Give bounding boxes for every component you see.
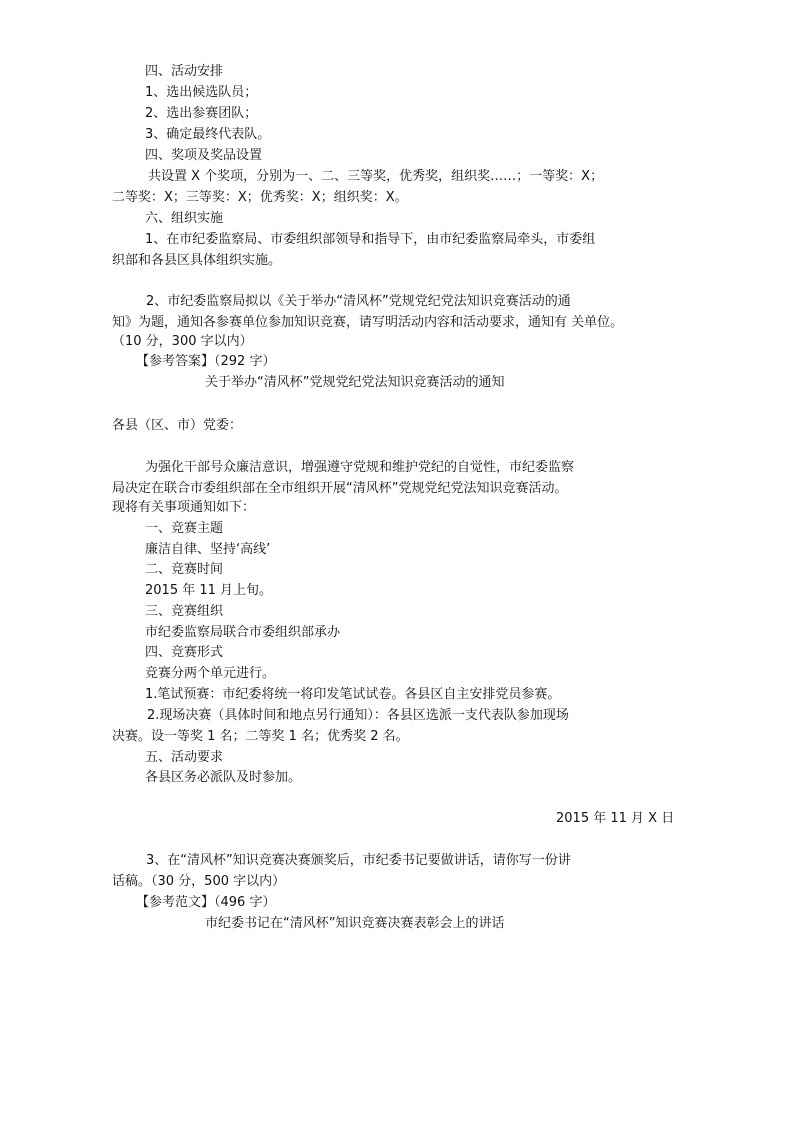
arrangement-item-3: 3、确定最终代表队。 <box>145 127 271 142</box>
question-2-line-1: 2、市纪委监察局拟以《关于举办“清风杯”党规党纪党法知识竞赛活动的通 <box>146 294 571 309</box>
section-heading-implementation: 六、组织实施 <box>145 211 224 226</box>
arrangement-item-2: 2、选出参赛团队； <box>145 106 258 121</box>
notice-intro-line-3: 现将有关事项通知如下： <box>112 500 256 515</box>
form-item-2-line-1: 2.现场决赛（具体时间和地点另行通知）：各县区选派一支代表队参加现场 <box>147 708 569 723</box>
awards-line-2: 二等奖：X；三等奖：X；优秀奖：X；组织奖：X。 <box>112 190 408 205</box>
form-intro: 竞赛分两个单元进行。 <box>145 666 276 681</box>
notice-intro-line-1: 为强化干部号众廉洁意识，增强遵守党规和维护党纪的自觉性，市纪委监察 <box>145 460 575 475</box>
question-2-line-3: （10 分，300 字以内） <box>112 334 253 349</box>
implementation-line-1: 1、在市纪委监察局、市委组织部领导和指导下，由市纪委监察局牵头，市委组 <box>145 232 596 247</box>
requirement-text: 各县区务必派队及时参加。 <box>145 770 302 785</box>
question-3-line-2: 话稿。（30 分，500 字以内） <box>112 874 286 889</box>
question-3-answer-label: 【参考范文】（496 字） <box>136 895 276 910</box>
form-item-2-line-2: 决赛。设一等奖 1 名；二等奖 1 名；优秀奖 2 名。 <box>112 729 409 744</box>
form-item-1: 1.笔试预赛：市纪委将统一将印发笔试试卷。各县区自主安排党员参赛。 <box>145 687 561 702</box>
theme-text: 廉洁自律、坚持‘高线’ <box>145 542 271 557</box>
question-2-answer-label: 【参考答案】（292 字） <box>136 354 276 369</box>
theme-heading: 一、竞赛主题 <box>145 521 224 536</box>
org-text: 市纪委监察局联合市委组织部承办 <box>145 625 341 640</box>
requirement-heading: 五、活动要求 <box>145 750 224 765</box>
section-heading-arrangement: 四、活动安排 <box>145 64 224 79</box>
speech-title: 市纪委书记在“清风杯”知识竞赛决赛表彰会上的讲话 <box>205 916 505 931</box>
arrangement-item-1: 1、选出候选队员； <box>145 85 258 100</box>
section-heading-awards: 四、奖项及奖品设置 <box>145 148 263 163</box>
implementation-line-2: 织部和各县区具体组织实施。 <box>112 253 282 268</box>
time-text: 2015 年 11 月上旬。 <box>145 583 273 598</box>
question-3-line-1: 3、在“清风杯”知识竞赛决赛颁奖后，市纪委书记要做讲话，请你写一份讲 <box>146 853 571 868</box>
org-heading: 三、竞赛组织 <box>145 604 224 619</box>
notice-addressee: 各县（区、市）党委： <box>112 418 243 433</box>
notice-intro-line-2: 局决定在联合市委组织部在全市组织开展“清风杯”党规党纪党法知识竞赛活动。 <box>112 481 568 496</box>
notice-title: 关于举办“清风杯”党规党纪党法知识竞赛活动的通知 <box>205 375 505 390</box>
question-2-line-2: 知》为题，通知各参赛单位参加知识竞赛，请写明活动内容和活动要求，通知有 关单位。 <box>112 315 624 330</box>
notice-date: 2015 年 11 月 X 日 <box>556 811 675 826</box>
form-heading: 四、竞赛形式 <box>145 645 224 660</box>
awards-line-1: 共设置 X 个奖项，分别为一、二、三等奖，优秀奖，组织奖……；一等奖：X； <box>148 169 604 184</box>
time-heading: 二、竞赛时间 <box>145 562 224 577</box>
